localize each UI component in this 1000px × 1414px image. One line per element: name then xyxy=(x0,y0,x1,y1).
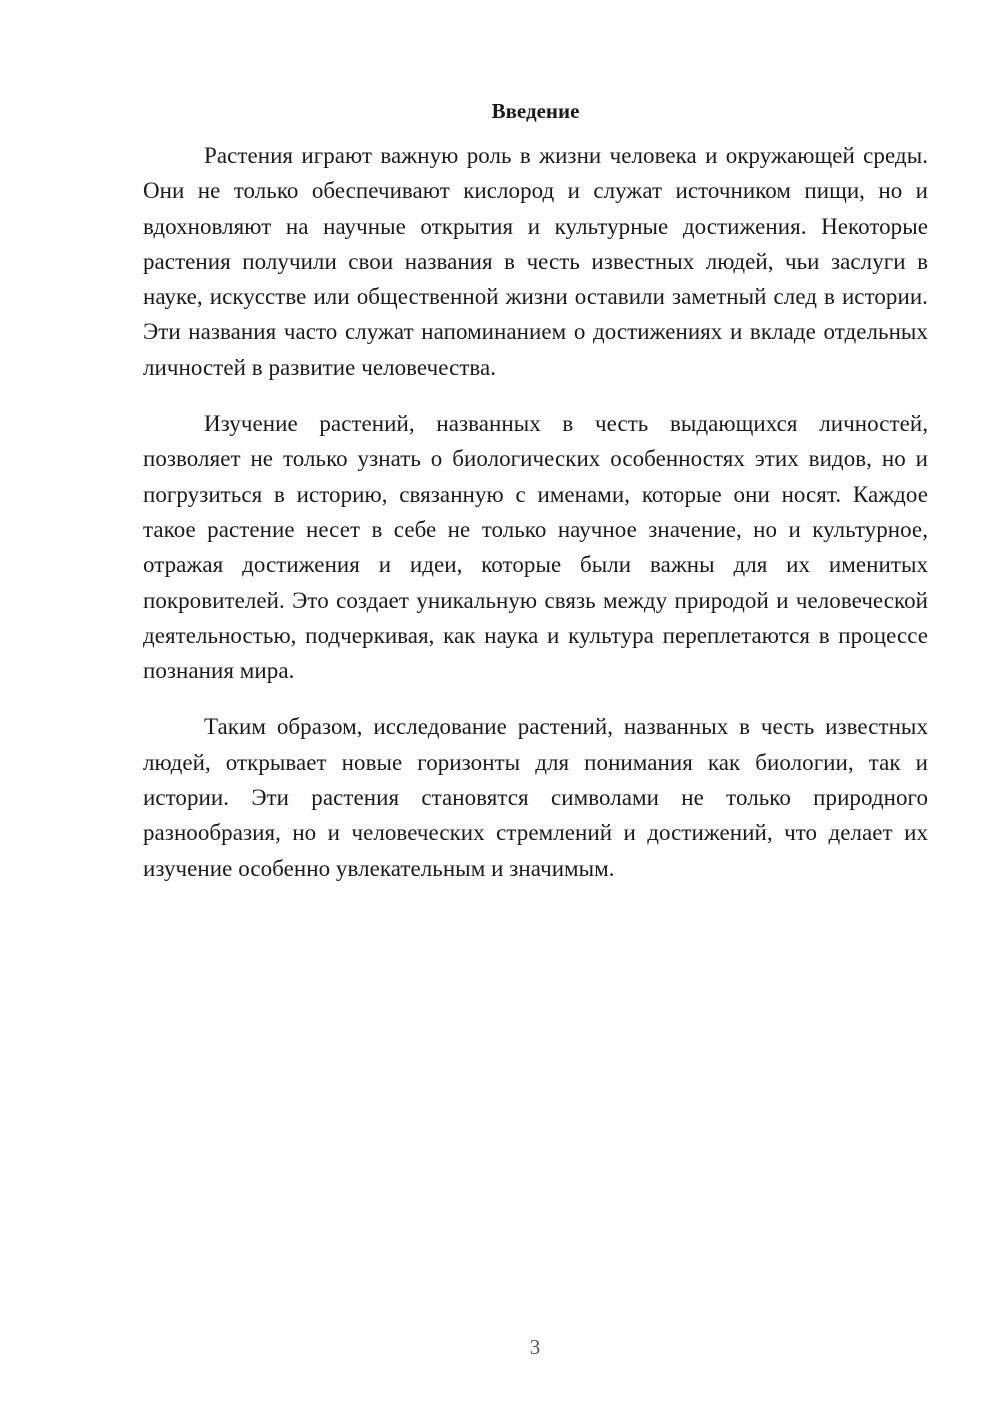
page-content xyxy=(143,96,928,907)
section-heading: Введение xyxy=(491,99,580,123)
paragraph-2: Изучение растений, названных в честь выдающихся личностей, позволяет не только узнать о биологических особенностях этих видов, но и погрузиться в историю, связанную с именами, которые они носят. Каждое такое растение несет в себе не только научное значение, но и культурное, отражая достижения и идеи, которые были важны для их именитых покровителей. Это создает уникальную связь между природой и человеческой деятельностью, подчеркивая, как наука и культура переплетаются в процессе познания мира. xyxy=(143,411,928,684)
paragraph-3: Таким образом, исследование растений, названных в честь известных людей, открывает новые горизонты для понимания как биологии, так и истории. Эти растения становятся символами не только природного разнообразия, но и человеческих стремлений и достижений, что делает их изучение особенно увлекательным и значимым. xyxy=(143,714,928,881)
paragraph-1: Растения играют важную роль в жизни человека и окружающей среды. Они не только обеспечивают кислород и служат источником пищи, но и вдохновляют на научные открытия и культурные достижения. Некоторые растения получили свои названия в честь известных людей, чьи заслуги в науке, искусстве или общественной жизни оставили заметный след в истории. Эти названия часто служат напоминанием о достижениях и вкладе отдельных личностей в развитие человечества. xyxy=(143,143,928,380)
page-number: 3 xyxy=(529,1335,541,1359)
